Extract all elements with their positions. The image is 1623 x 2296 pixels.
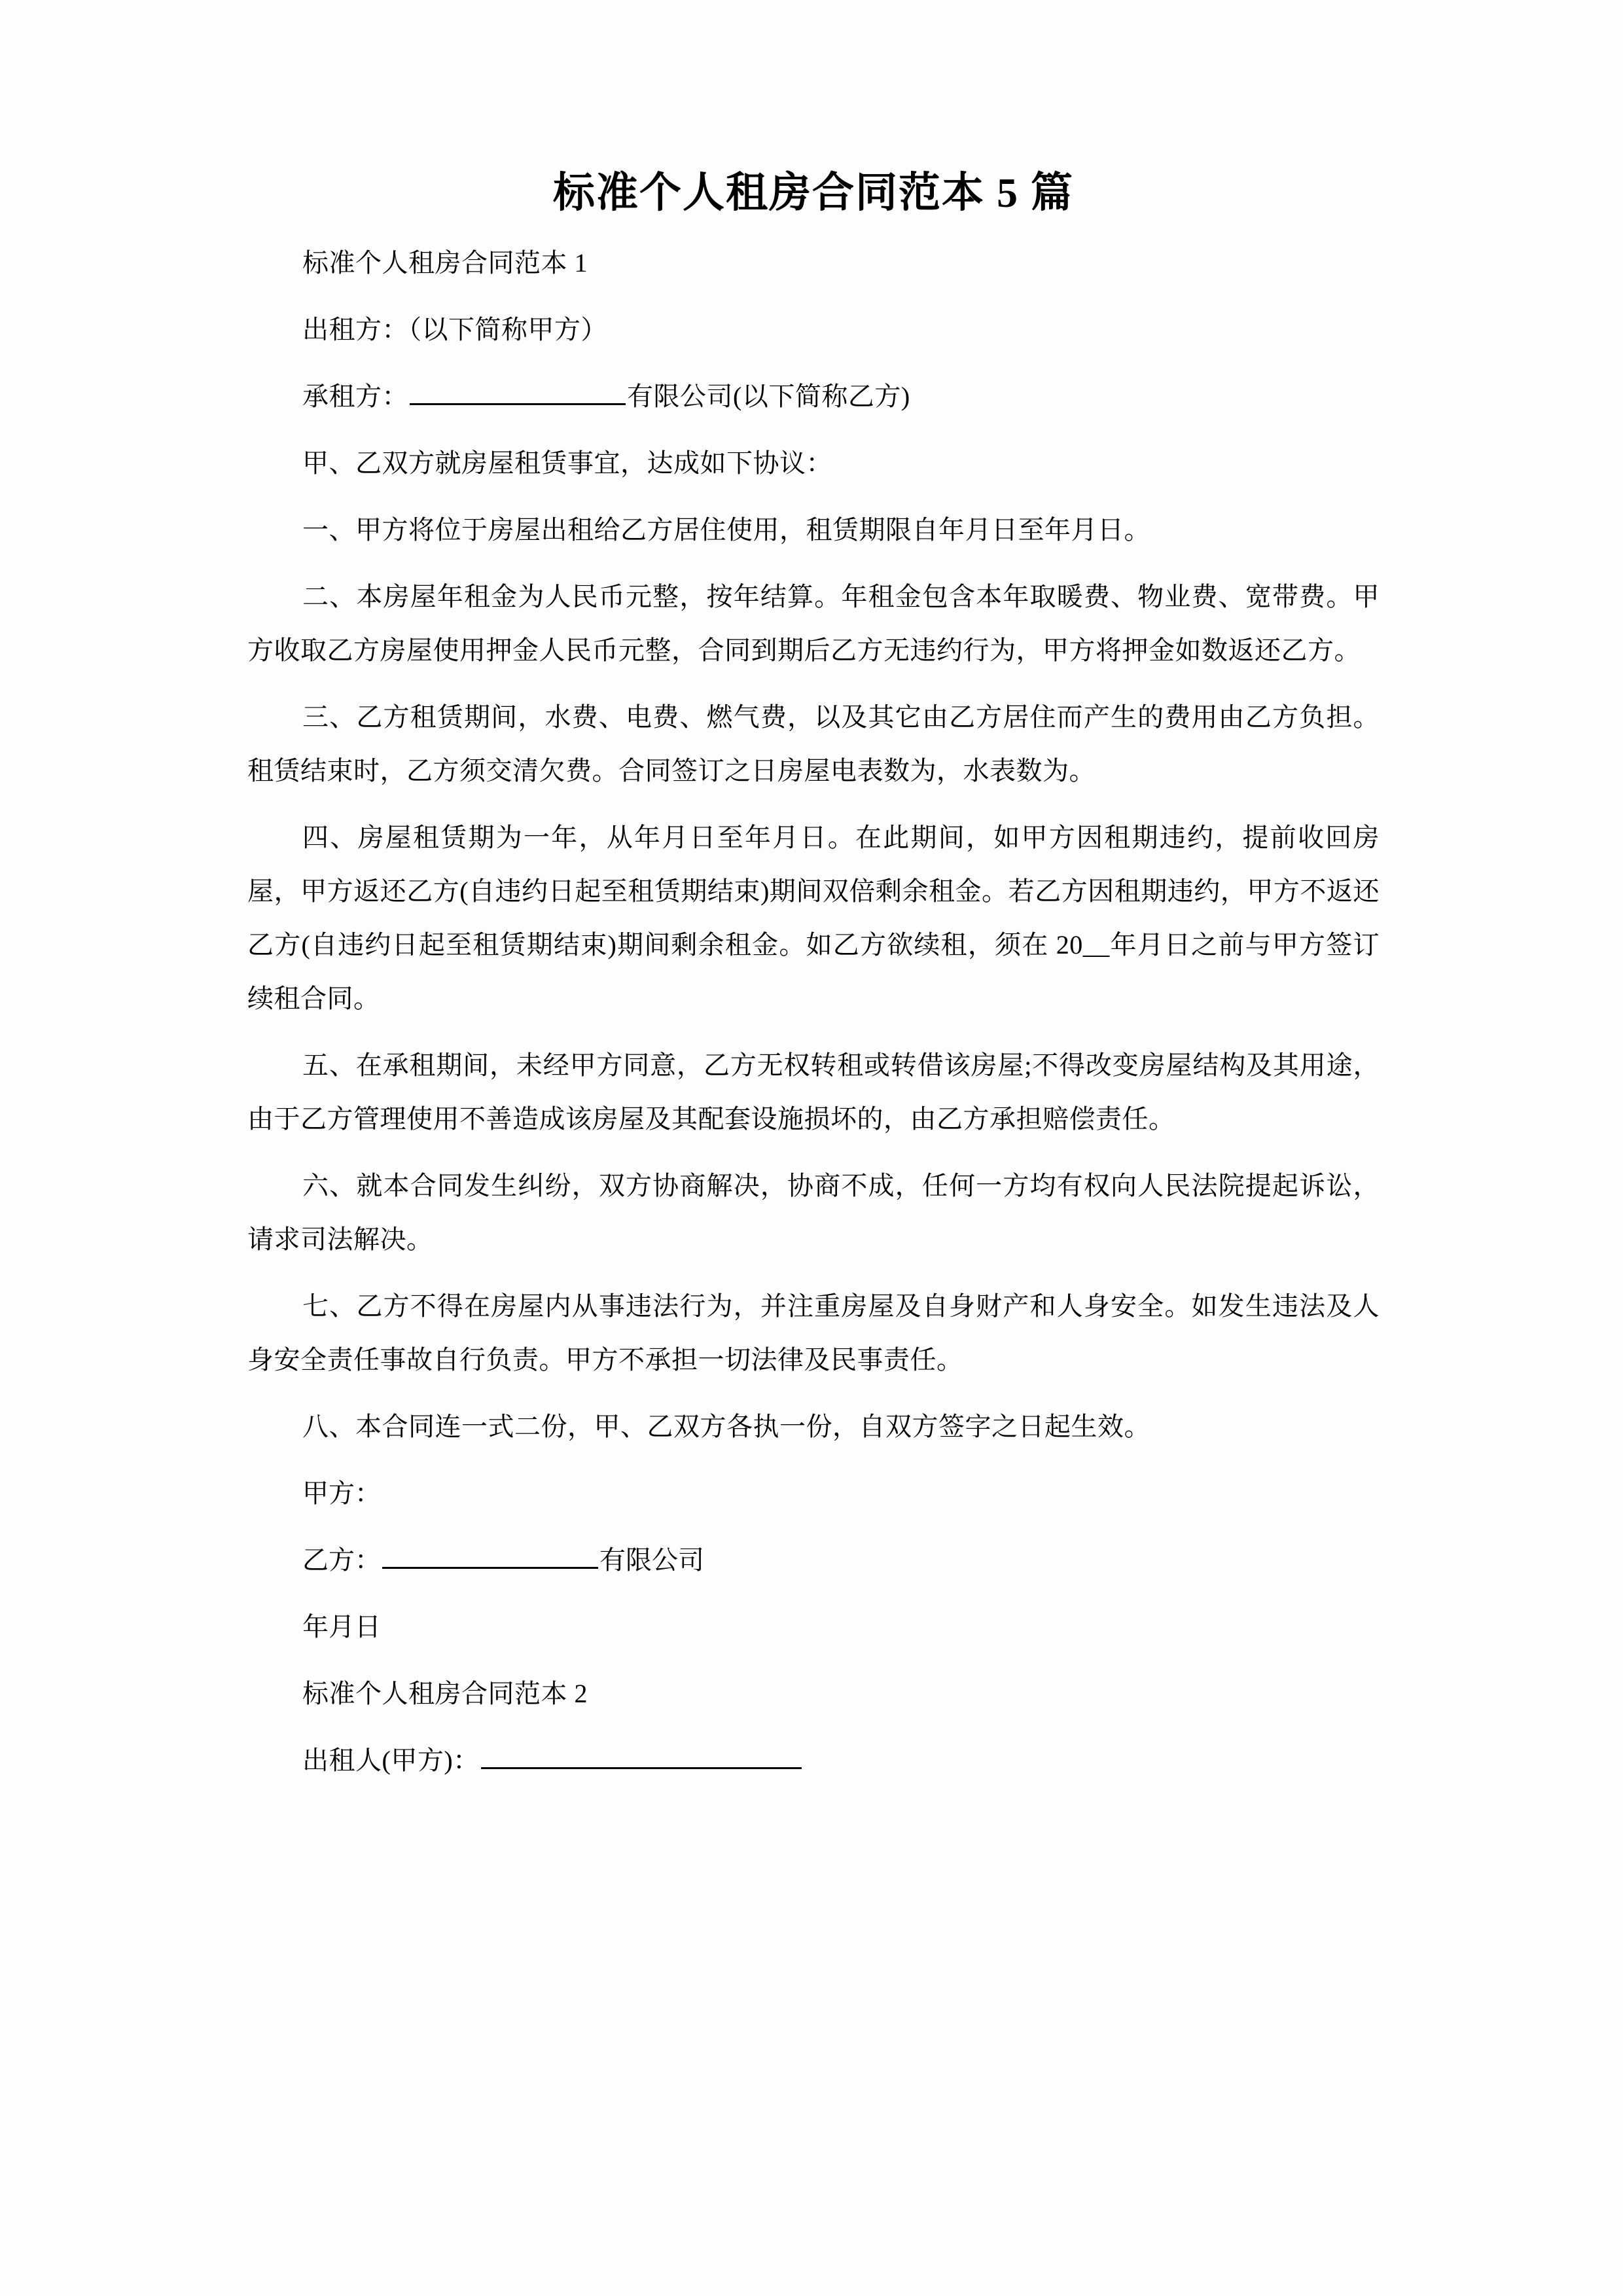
lessee-suffix: 有限公司(以下简称乙方) [627, 382, 910, 411]
lessee-label: 承租方： [302, 382, 408, 411]
signature-party-b-label: 乙方： [302, 1545, 381, 1575]
signature-party-b-suffix: 有限公司 [599, 1545, 704, 1575]
clause-5: 五、在承租期间，未经甲方同意，乙方无权转租或转借该房屋;不得改变房屋结构及其用途，由于乙方管理使用不善造成该房屋及其配套设施损坏的，由乙方承担赔偿责任。 [247, 1050, 1380, 1134]
lessor-label: 出租方：（以下简称甲方） [302, 315, 607, 344]
lessee-name-blank [410, 377, 626, 405]
clause-4: 四、房屋租赁期为一年，从年月日至年月日。在此期间，如甲方因租期违约，提前收回房屋，甲方返还乙方(自违约日起至租赁期结束)期间双倍剩余租金。若乙方因租期违约，甲方不返还乙方(自违约日起至租赁期结束)期间剩余租金。如乙方欲续租，须在 20__年月日之前与甲方签订续租合同。 [247, 823, 1380, 1013]
clause-3: 三、乙方租赁期间，水费、电费、燃气费，以及其它由乙方居住而产生的费用由乙方负担。租赁结束时，乙方须交清欠费。合同签订之日房屋电表数为，水表数为。 [247, 702, 1380, 785]
section-heading-1: 标准个人租房合同范本 1 [302, 248, 588, 278]
lessee-line [247, 370, 1380, 423]
signature-party-a: 甲方： [302, 1479, 381, 1508]
preamble-text: 甲、乙双方就房屋租赁事宜，达成如下协议： [302, 448, 832, 478]
clause-2: 二、本房屋年租金为人民币元整，按年结算。年租金包含本年取暖费、物业费、宽带费。甲方收取乙方房屋使用押金人民币元整，合同到期后乙方无违约行为，甲方将押金如数返还乙方。 [247, 582, 1380, 665]
lessor-person-line [247, 1734, 1380, 1787]
section-heading-2: 标准个人租房合同范本 2 [302, 1679, 588, 1708]
page-title: 标准个人租房合同范本 5 篇 [553, 170, 1074, 216]
document-content [247, 167, 1380, 1801]
lessor-person-blank [481, 1741, 802, 1769]
clause-8: 八、本合同连一式二份，甲、乙双方各执一份，自双方签字之日起生效。 [302, 1412, 1150, 1441]
signature-party-b [247, 1534, 1380, 1587]
signature-date: 年月日 [302, 1612, 381, 1641]
clause-1: 一、甲方将位于房屋出租给乙方居住使用，租赁期限自年月日至年月日。 [302, 515, 1150, 545]
signature-party-b-blank [382, 1541, 598, 1569]
clause-6: 六、就本合同发生纠纷，双方协商解决，协商不成，任何一方均有权向人民法院提起诉讼，请求司法解决。 [247, 1171, 1380, 1254]
lessor-person-label: 出租人(甲方)： [302, 1746, 480, 1775]
clause-7: 七、乙方不得在房屋内从事违法行为，并注重房屋及自身财产和人身安全。如发生违法及人身安全责任事故自行负责。甲方不承担一切法律及民事责任。 [247, 1291, 1380, 1374]
